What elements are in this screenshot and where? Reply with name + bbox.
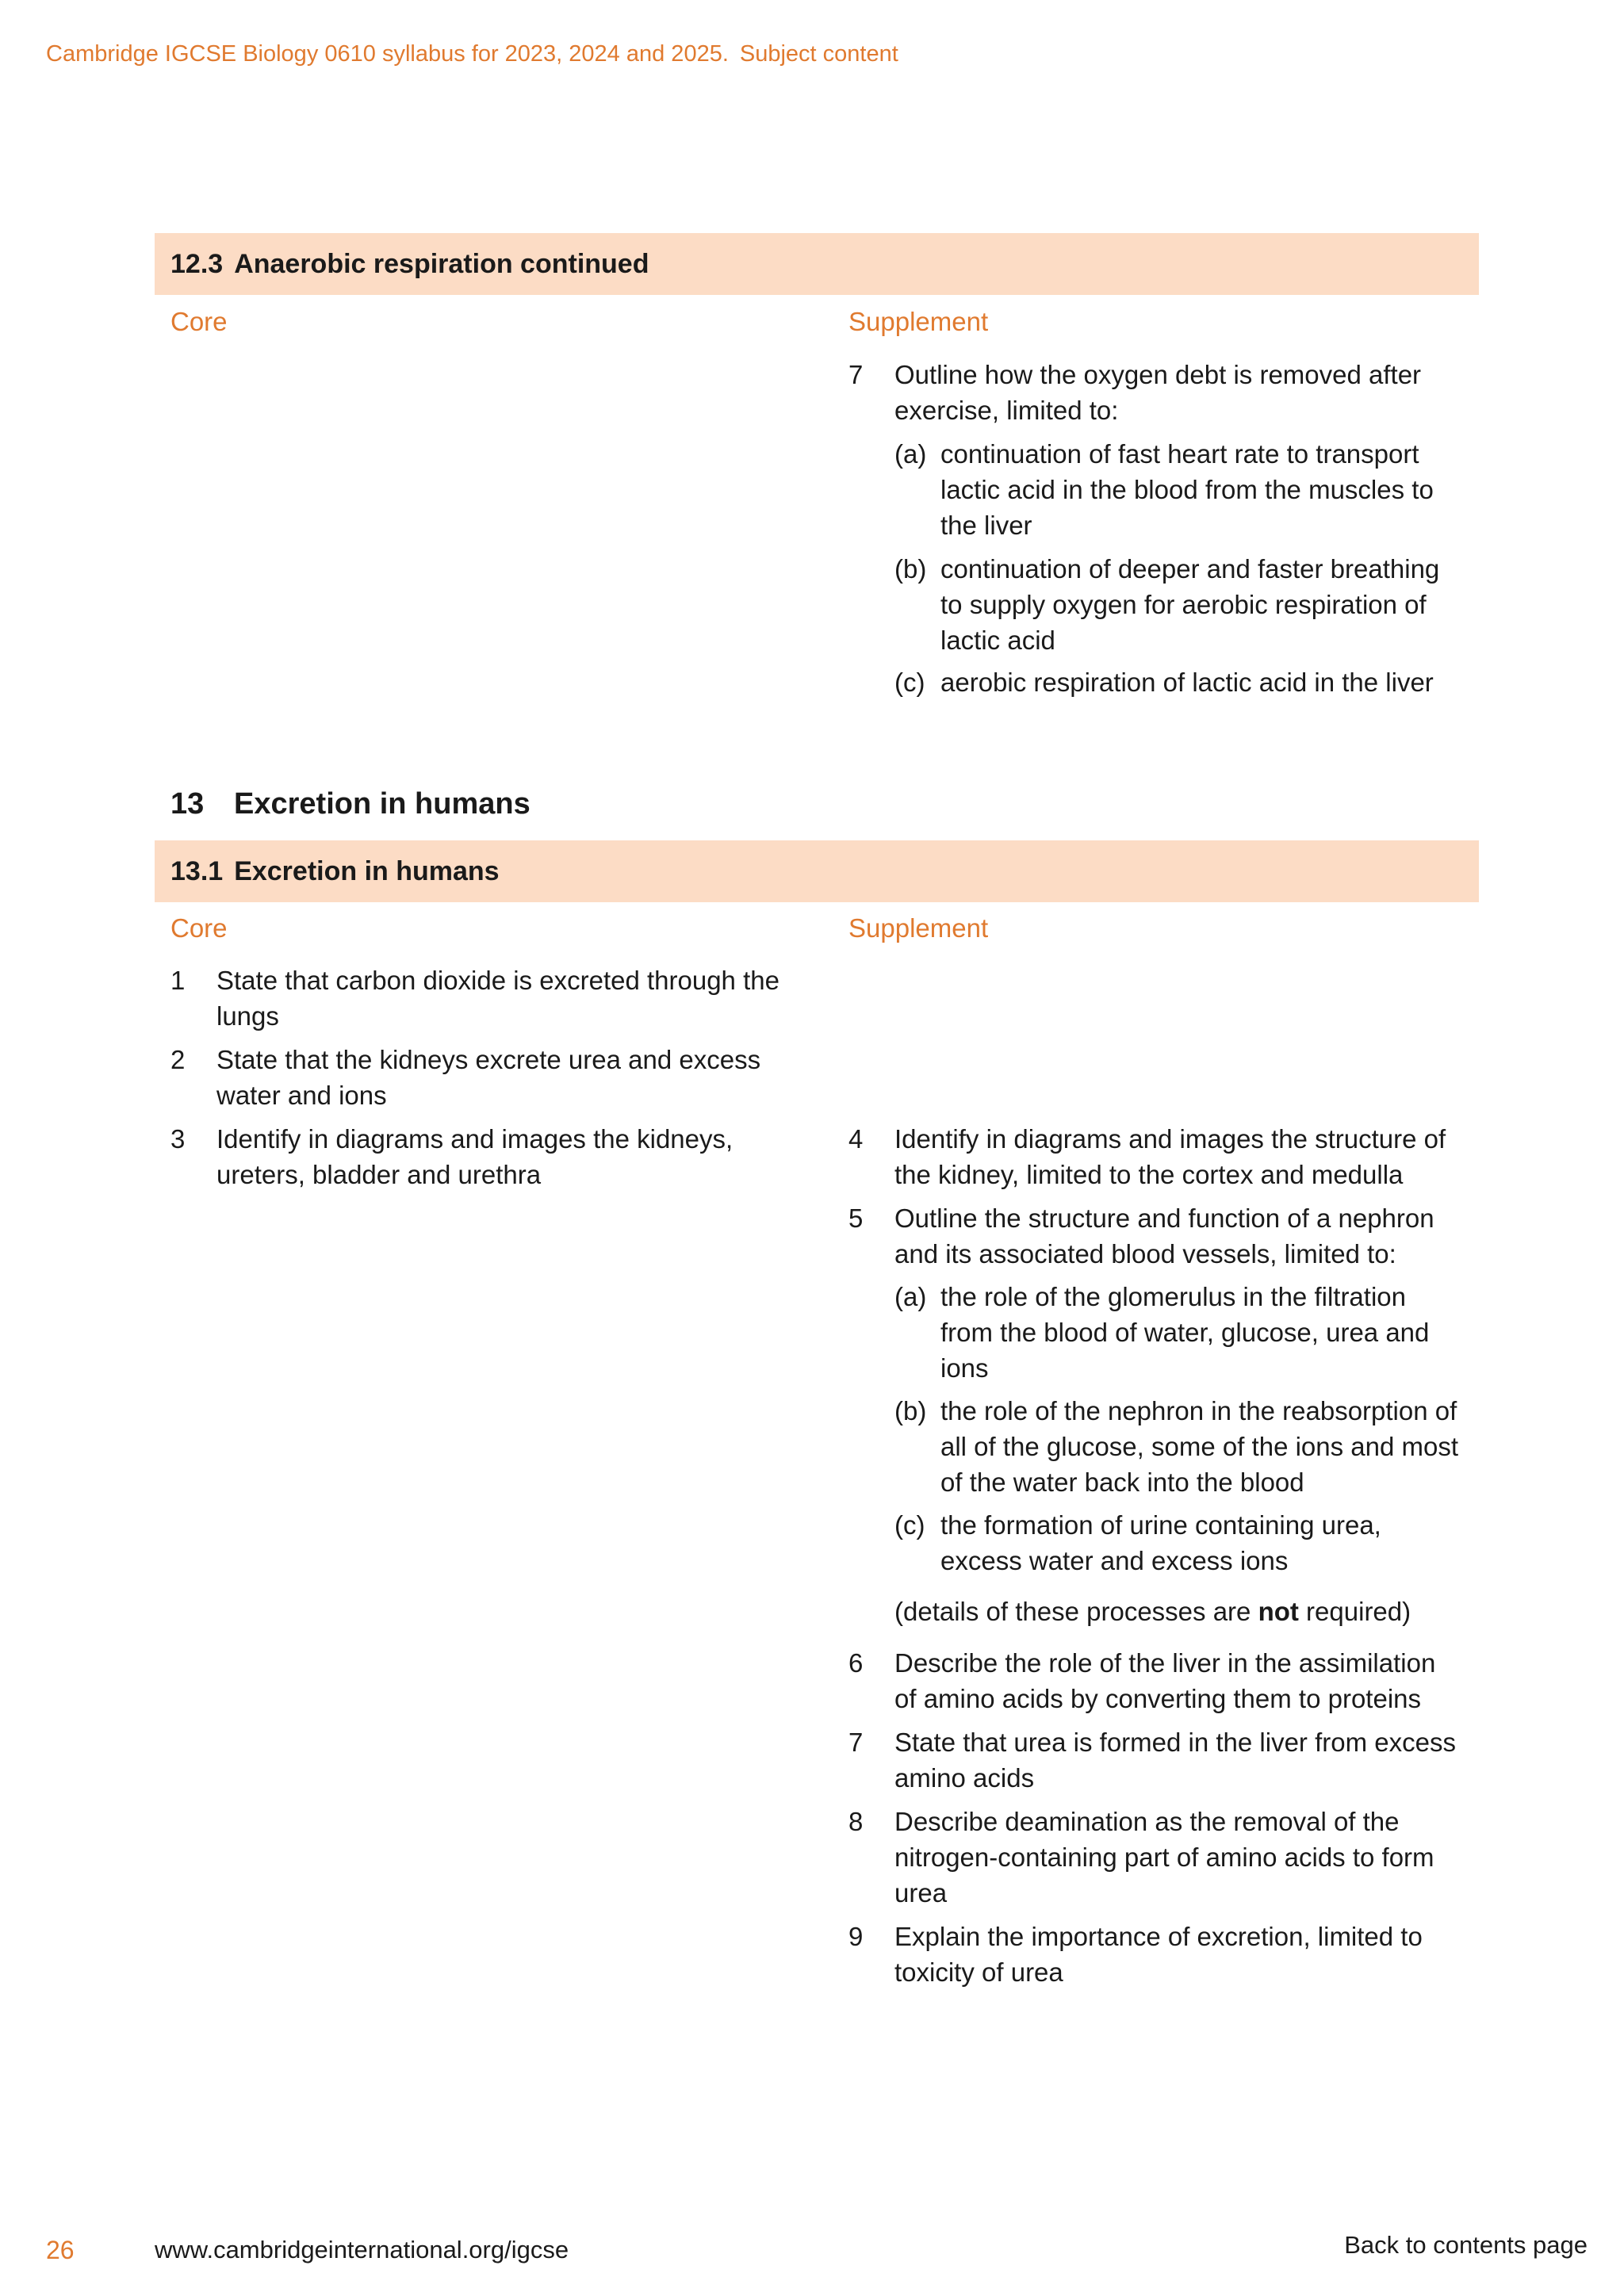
item-text	[216, 1121, 733, 1192]
item-line: and its associated blood vessels, limited to:	[894, 1239, 1396, 1269]
item-line: ureters, bladder and urethra	[216, 1160, 542, 1189]
note-text	[894, 1594, 1411, 1629]
section-number: 13.1	[170, 855, 224, 886]
sub-item-text	[940, 1279, 1429, 1386]
item-line: water and ions	[216, 1081, 387, 1110]
item-number: 5	[848, 1203, 864, 1233]
item-line: toxicity of urea	[894, 1957, 1063, 1987]
item-text	[216, 962, 779, 1034]
item-line: Outline how the oxygen debt is removed after	[894, 360, 1422, 389]
item-text	[894, 1121, 1446, 1192]
item-line: of amino acids by converting them to proteins	[894, 1684, 1422, 1713]
section-band-13-1	[155, 840, 1479, 902]
sub-item-label: (a)	[894, 1282, 927, 1311]
sub-line: to supply oxygen for aerobic respiration of	[940, 590, 1427, 619]
sub-line: excess water and excess ions	[940, 1546, 1289, 1575]
section-number: 12.3	[170, 248, 224, 279]
sub-line: lactic acid	[940, 626, 1055, 655]
item-text	[216, 1042, 760, 1113]
topic-title: Excretion in humans	[234, 787, 530, 821]
sub-line: from the blood of water, glucose, urea and	[940, 1318, 1430, 1347]
item-number: 7	[848, 360, 864, 389]
item-number: 1	[170, 966, 186, 995]
sub-item-text	[940, 1393, 1458, 1500]
supplement-column-heading: Supplement	[848, 307, 989, 336]
item-line: State that the kidneys excrete urea and excess	[216, 1045, 761, 1074]
sub-line: lactic acid in the blood from the muscles to	[940, 475, 1434, 504]
sub-item-label: (b)	[894, 1396, 927, 1425]
item-line: Describe deamination as the removal of the	[894, 1807, 1400, 1836]
sub-item-text	[940, 436, 1434, 543]
page-number: 26	[46, 2236, 75, 2264]
item-line: Describe the role of the liver in the assimilation	[894, 1648, 1436, 1678]
note-before: (details of these processes are	[894, 1597, 1258, 1626]
section-band-12-3	[155, 233, 1479, 295]
item-text	[894, 1200, 1434, 1272]
topic-heading	[170, 787, 530, 821]
sub-line: all of the glucose, some of the ions and most	[940, 1432, 1459, 1461]
sub-line: continuation of deeper and faster breathing	[940, 554, 1440, 584]
running-header-title: Cambridge IGCSE Biology 0610 syllabus for 2023, 2024 and 2025.	[46, 41, 729, 67]
item-number: 3	[170, 1124, 186, 1154]
sub-item-text	[940, 664, 1434, 700]
section-title: Anaerobic respiration continued	[234, 248, 649, 279]
item-number: 6	[848, 1648, 864, 1678]
item-number: 9	[848, 1922, 864, 1951]
item-line: Identify in diagrams and images the structure of	[894, 1124, 1446, 1154]
sub-item-label: (c)	[894, 668, 925, 697]
sub-item-text	[940, 1507, 1381, 1578]
item-line: amino acids	[894, 1763, 1035, 1793]
sub-line: the formation of urine containing urea,	[940, 1510, 1381, 1540]
sub-line: the liver	[940, 511, 1032, 540]
item-line: State that urea is formed in the liver from excess	[894, 1728, 1456, 1757]
running-header	[46, 41, 898, 67]
item-line: urea	[894, 1878, 948, 1908]
item-number: 4	[848, 1124, 864, 1154]
sub-item-label: (a)	[894, 439, 927, 469]
section-title: Excretion in humans	[234, 855, 500, 886]
topic-number: 13	[170, 787, 205, 821]
core-column-heading: Core	[170, 913, 228, 943]
item-text	[894, 1804, 1434, 1911]
item-text	[894, 1919, 1423, 1990]
sub-line: the role of the glomerulus in the filtration	[940, 1282, 1406, 1311]
sub-line: of the water back into the blood	[940, 1468, 1304, 1497]
item-line: the kidney, limited to the cortex and medulla	[894, 1160, 1404, 1189]
sub-item-label: (b)	[894, 554, 927, 584]
sub-item-label: (c)	[894, 1510, 925, 1540]
back-to-contents-link[interactable]: Back to contents page	[1344, 2231, 1588, 2259]
sub-line: the role of the nephron in the reabsorption of	[940, 1396, 1457, 1425]
item-text	[894, 1645, 1435, 1716]
core-column-heading: Core	[170, 307, 228, 336]
supplement-column-heading: Supplement	[848, 913, 989, 943]
note-bold: not	[1258, 1597, 1299, 1626]
item-line: Outline the structure and function of a nephron	[894, 1203, 1434, 1233]
item-line: lungs	[216, 1001, 279, 1031]
sub-line: ions	[940, 1353, 989, 1383]
item-line: nitrogen-containing part of amino acids to form	[894, 1843, 1434, 1872]
item-line: State that carbon dioxide is excreted through the	[216, 966, 779, 995]
item-number: 7	[848, 1728, 864, 1757]
item-text	[894, 1724, 1456, 1796]
item-number: 2	[170, 1045, 186, 1074]
running-header-section: Subject content	[739, 41, 898, 67]
sub-line: aerobic respiration of lactic acid in the liver	[940, 668, 1434, 697]
item-line: exercise, limited to:	[894, 396, 1119, 425]
sub-item-text	[940, 551, 1439, 658]
item-text	[894, 357, 1421, 428]
item-line: Explain the importance of excretion, limited to	[894, 1922, 1423, 1951]
footer-url-link[interactable]: www.cambridgeinternational.org/igcse	[155, 2236, 569, 2263]
item-number: 8	[848, 1807, 864, 1836]
sub-line: continuation of fast heart rate to transport	[940, 439, 1419, 469]
item-line: Identify in diagrams and images the kidneys,	[216, 1124, 733, 1154]
note-after: required)	[1298, 1597, 1411, 1626]
